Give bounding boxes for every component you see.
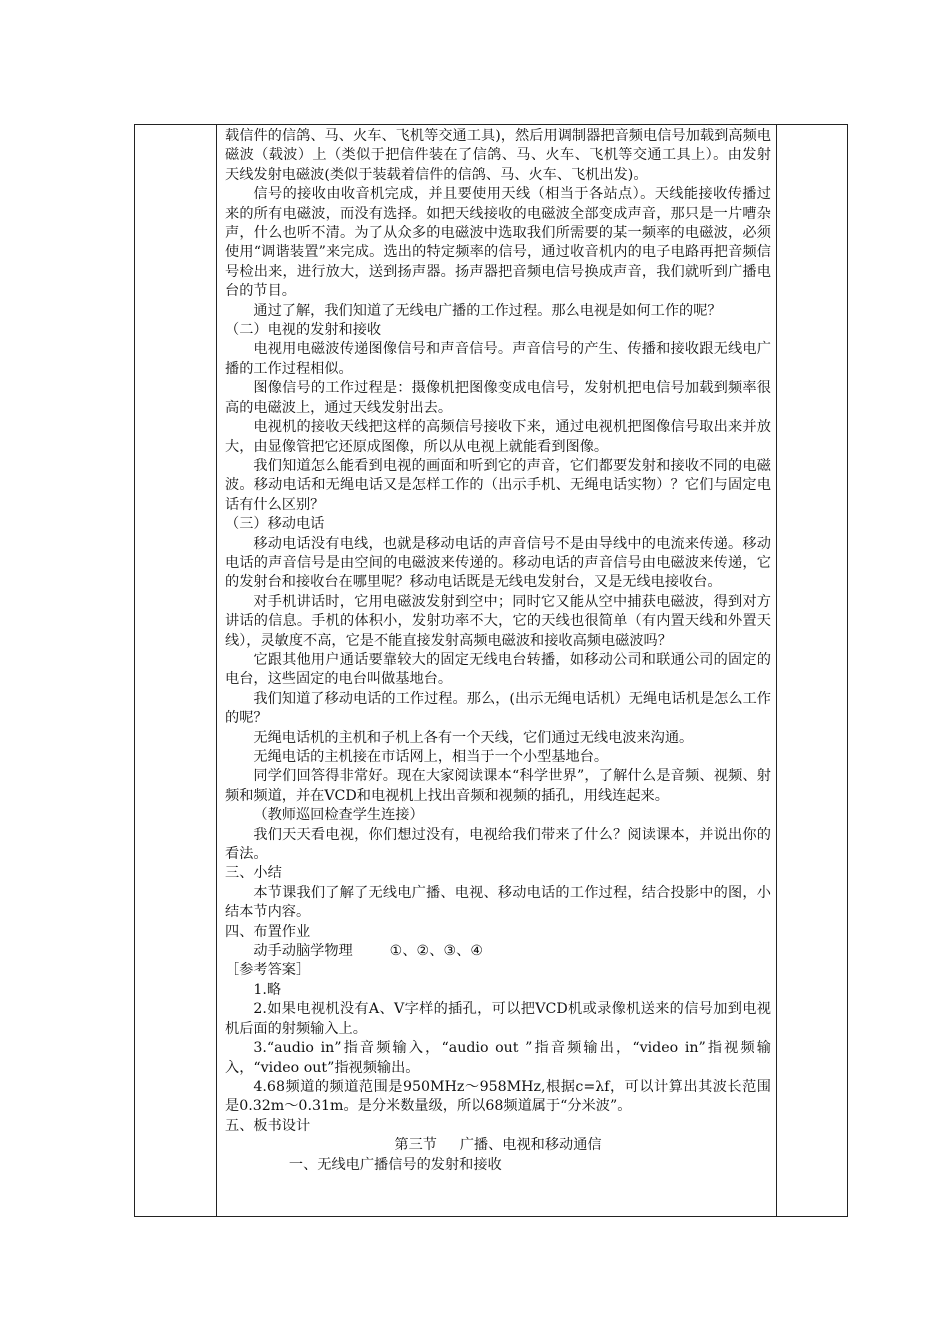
paragraph: 信号的接收由收音机完成，并且要使用天线（相当于各站点）。天线能接收传播过来的所有电磁波，而没有选择。如把天线接收的电磁波全部变成声音，那只是一片嘈杂声，什么也听不清。为了从众多的电磁波中选取我们所需要的某一频率的电磁波，必须使用“调谐装置”来完成。选出的特定频率的信号，通过收音机内的电子电路再把音频信号检出来，进行放大，送到扬声器。扬声器把音频电信号换成声音，我们就听到广播电台的节目。 [225, 186, 771, 300]
board-title [225, 1136, 771, 1155]
homework-items: ①、②、③、④ [389, 943, 484, 960]
paragraph: 本节课我们了解了无线电广播、电视、移动电话的工作过程，结合投影中的图，小结本节内容。 [225, 884, 771, 921]
paragraph: （教师巡回检查学生连接） [253, 807, 424, 824]
paragraph: 对手机讲话时，它用电磁波发射到空中；同时它又能从空中捕获电磁波，得到对方讲话的信息。手机的体积小，发射功率不大，它的天线也很简单（有内置天线和外置天线），灵敏度不高，它是不能直接发射高频电磁波和接收高频电磁波吗？ [225, 593, 771, 649]
lesson-content [225, 127, 771, 1175]
section-heading: 三、小结 [225, 865, 282, 882]
paragraph: 我们天天看电视，你们想过没有，电视给我们带来了什么？阅读课本，并说出你的看法。 [225, 826, 771, 863]
paragraph: 它跟其他用户通话要靠较大的固定无线电台转播，如移动公司和联通公司的固定的电台，这些固定的电台叫做基地台。 [225, 651, 771, 688]
board-subtitle: 一、无线电广播信号的发射和接收 [288, 1156, 502, 1173]
paragraph: 通过了解，我们知道了无线电广播的工作过程。那么电视是如何工作的呢？ [253, 302, 722, 319]
homework-label: 动手动脑学物理 [253, 943, 353, 960]
answer-item: 1.略 [253, 981, 282, 998]
homework-line [225, 942, 771, 961]
paragraph: 无绳电话的主机接在市话网上，相当于一个小型基地台。 [253, 749, 609, 765]
table-column-divider-left [216, 125, 217, 1216]
paragraph: 同学们回答得非常好。现在大家阅读课本“科学世界”，了解什么是音频、视频、射频和频道，并在VCD和电视机上找出音频和视频的插孔，用线连起来。 [225, 768, 771, 804]
paragraph: 移动电话没有电线，也就是移动电话的声音信号不是由导线中的电流来传递。移动电话的声音信号是由空间的电磁波来传递的。移动电话的声音信号由电磁波来传递，它的发射台和接收台在哪里呢？移动电话既是无线电发射台，又是无线电接收台。 [225, 535, 771, 591]
answer-item: 3.“audio in”指音频输入，“audio out ”指音频输出，“video in”指视频输入，“video out”指视频输出。 [225, 1040, 771, 1076]
board-title-topic: 广播、电视和移动通信 [459, 1137, 602, 1154]
paragraph: 电视用电磁波传递图像信号和声音信号。声音信号的产生、传播和接收跟无线电广播的工作过程相似。 [225, 341, 771, 377]
section-heading: （三）移动电话 [225, 516, 325, 533]
section-heading: 四、布置作业 [225, 923, 311, 940]
section-heading: （二）电视的发射和接收 [225, 322, 382, 339]
paragraph: 我们知道怎么能看到电视的画面和听到它的声音，它们都要发射和接收不同的电磁波。移动电话和无绳电话又是怎样工作的（出示手机、无绳电话实物）？它们与固定电话有什么区别？ [225, 457, 771, 513]
paragraph: 电视机的接收天线把这样的高频信号接收下来，通过电视机把图像信号取出来并放大，由显像管把它还原成图像，所以从电视上就能看到图像。 [225, 419, 771, 455]
paragraph: 载信件的信鸽、马、火车、飞机等交通工具)，然后用调制器把音频电信号加载到高频电磁波（载波）上（类似于把信件装在了信鸽、马、火车、飞机等交通工具上）。由发射天线发射电磁波(类似于装载着信件的信鸽、马、火车、飞机出发)。 [225, 128, 771, 183]
board-title-section: 第三节 [394, 1137, 437, 1154]
paragraph: 我们知道了移动电话的工作过程。那么，(出示无绳电话机）无绳电话机是怎么工作的呢？ [225, 690, 771, 727]
paragraph: 无绳电话机的主机和子机上各有一个天线，它们通过无线电波来沟通。 [253, 729, 694, 746]
table-column-divider-right [776, 125, 777, 1216]
answer-item: 2.如果电视机没有A、V字样的插孔，可以把VCD机或录像机送来的信号加到电视机后面的射频输入上。 [225, 1001, 771, 1037]
section-heading: ［参考答案］ [225, 962, 311, 979]
section-heading: 五、板书设计 [225, 1117, 311, 1134]
lesson-table [134, 124, 848, 1217]
answer-item: 4.68频道的频道范围是950MHz～958MHz,根据c=λf，可以计算出其波长范围是0.32m～0.31m。是分米数量级，所以68频道属于“分米波”。 [225, 1078, 771, 1115]
paragraph: 图像信号的工作过程是：摄像机把图像变成电信号，发射机把电信号加载到频率很高的电磁波上，通过天线发射出去。 [225, 380, 771, 416]
